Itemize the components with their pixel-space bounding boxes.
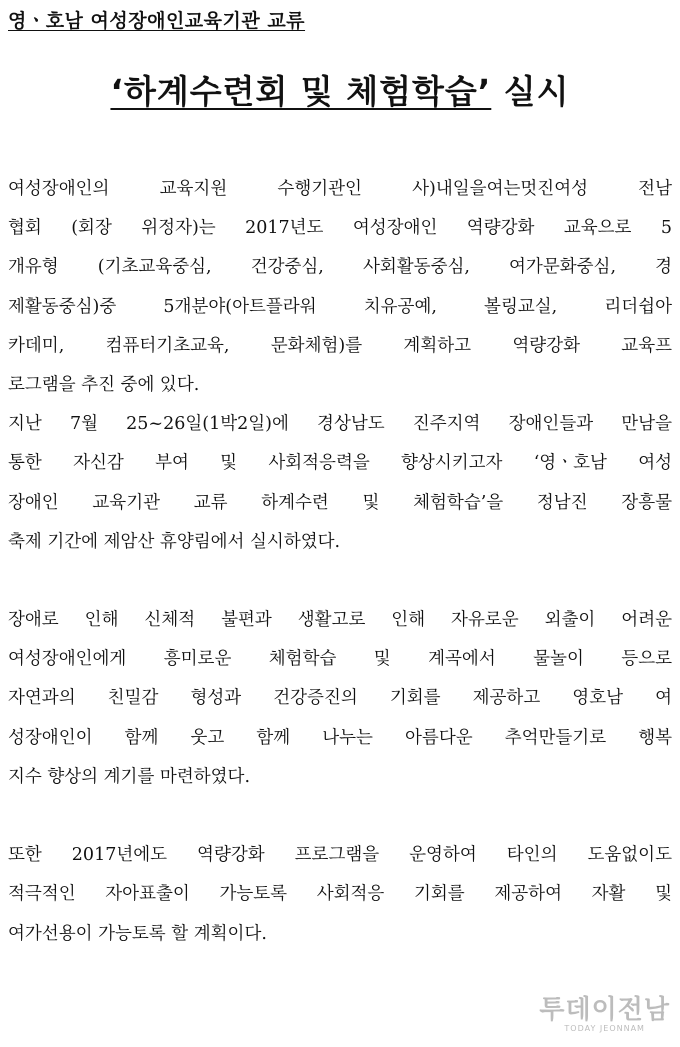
watermark-name: 투데이전남 <box>539 995 670 1025</box>
subheading: 영ㆍ호남 여성장애인교육기관 교류 <box>8 10 306 32</box>
body-line: 장애로 인해 신체적 불편과 생활고로 인해 자유로운 외출이 어려운 <box>8 610 672 631</box>
body-line: 여성장애인에게 흥미로운 체험학습 및 계곡에서 물놀이 등으로 <box>8 649 672 670</box>
body-line: 축제 기간에 제암산 휴양림에서 실시하였다. <box>8 531 341 552</box>
headline-underlined: ‘하계수련회 및 체험학습’ <box>110 72 492 111</box>
body-line: 자연과의 친밀감 형성과 건강증진의 기회를 제공하고 영호남 여 <box>8 688 672 709</box>
article-body <box>8 170 672 954</box>
body-line: 카데미, 컴퓨터기초교육, 문화체험)를 계획하고 역량강화 교육프 <box>8 335 672 356</box>
body-line: 여가선용이 가능토록 할 계획이다. <box>8 923 267 944</box>
body-line: 지난 7월 25~26일(1박2일)에 경상남도 진주지역 장애인들과 만남을 <box>8 414 672 435</box>
body-line: 적극적인 자아표출이 가능토록 사회적응 기회를 제공하여 자활 및 <box>8 884 672 905</box>
watermark-logo <box>539 989 670 1033</box>
body-line: 개유형 (기초교육중심, 건강중심, 사회활동중심, 여가문화중심, 경 <box>8 257 672 278</box>
paragraph-gap <box>8 562 672 601</box>
body-line: 또한 2017년에도 역량강화 프로그램을 운영하여 타인의 도움없이도 <box>8 845 672 866</box>
body-line: 제활동중심)중 5개분야(아트플라워 치유공예, 볼링교실, 리더쉽아 <box>8 296 672 317</box>
body-line: 성장애인이 함께 웃고 함께 나누는 아름다운 추억만들기로 행복 <box>8 727 672 748</box>
body-line: 로그램을 추진 중에 있다. <box>8 374 200 395</box>
headline <box>0 66 680 113</box>
body-line: 통한 자신감 부여 및 사회적응력을 향상시키고자 ‘영ㆍ호남 여성 <box>8 453 672 474</box>
body-line: 협회 (회장 위정자)는 2017년도 여성장애인 역량강화 교육으로 5 <box>8 218 672 239</box>
watermark-subtitle: TODAY JEONNAM <box>564 1024 645 1033</box>
paragraph-gap <box>8 797 672 836</box>
body-line: 장애인 교육기관 교류 하계수련 및 체험학습’을 정남진 장흥물 <box>8 492 672 513</box>
headline-suffix: 실시 <box>491 72 570 111</box>
body-line: 여성장애인의 교육지원 수행기관인 사)내일을여는멋진여성 전남 <box>8 179 672 199</box>
body-line: 지수 향상의 계기를 마련하였다. <box>8 766 251 787</box>
